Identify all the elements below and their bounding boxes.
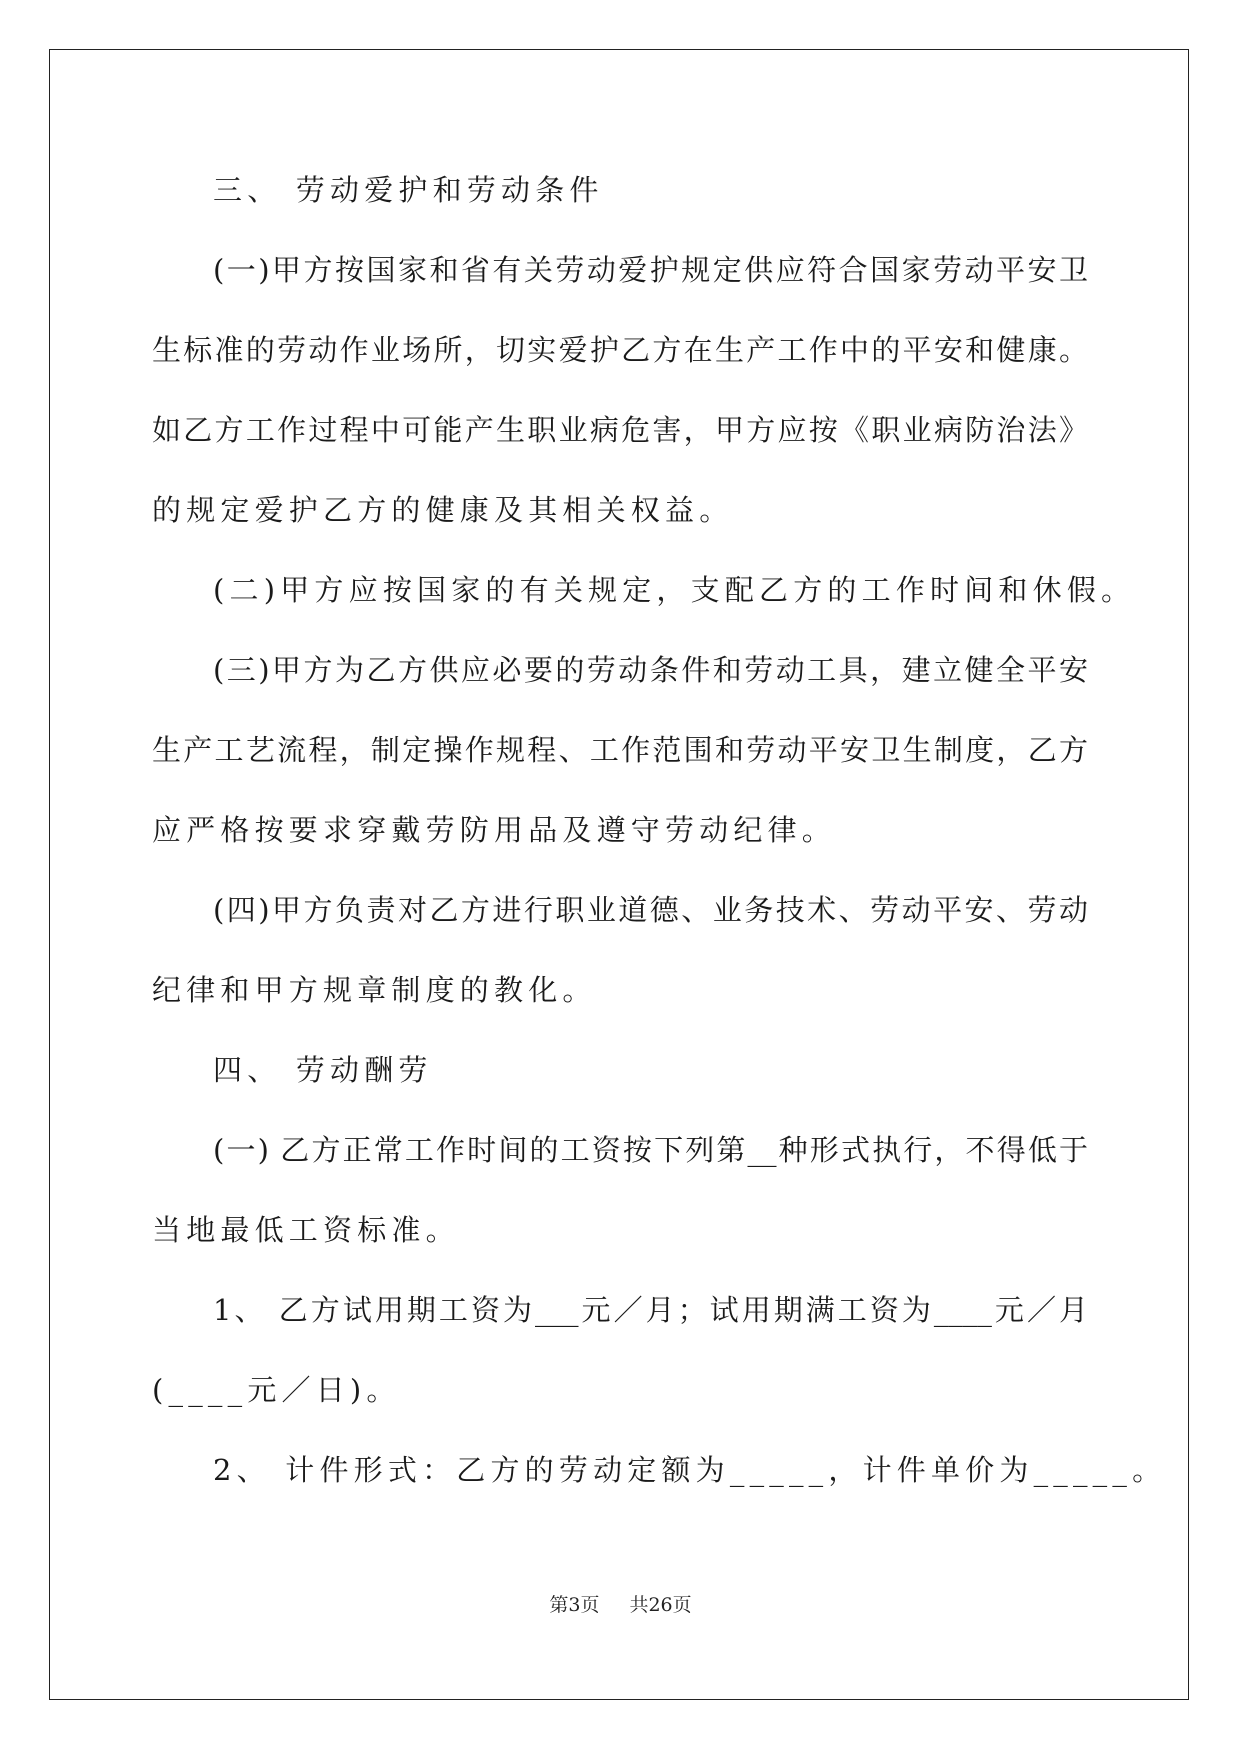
paragraph-line: (一) 乙方正常工作时间的工资按下列第__种形式执行，不得低于 <box>213 1133 1088 1167</box>
paragraph-line: 应严格按要求穿戴劳防用品及遵守劳动纪律。 <box>152 813 837 847</box>
section-heading-3: 三、 劳动爱护和劳动条件 <box>213 173 604 207</box>
paragraph-line: 1、 乙方试用期工资为___元／月；试用期满工资为____元／月 <box>213 1293 1088 1327</box>
paragraph-line: 纪律和甲方规章制度的教化。 <box>152 973 597 1007</box>
page-footer <box>0 1590 1241 1617</box>
paragraph-line: (四)甲方负责对乙方进行职业道德、业务技术、劳动平安、劳动 <box>213 893 1088 927</box>
paragraph-line: 2、 计件形式：乙方的劳动定额为_____，计件单价为_____。 <box>213 1453 1167 1487</box>
paragraph-line: (____元／日)。 <box>152 1373 401 1407</box>
paragraph-line: 当地最低工资标准。 <box>152 1213 460 1247</box>
document-body <box>152 160 1167 1520</box>
section-heading-4: 四、 劳动酬劳 <box>213 1053 433 1087</box>
page-total: 共26页 <box>629 1594 692 1616</box>
paragraph-line: 的规定爱护乙方的健康及其相关权益。 <box>152 493 734 527</box>
paragraph-line: 生标准的劳动作业场所，切实爱护乙方在生产工作中的平安和健康。 <box>152 333 1088 367</box>
paragraph-line: (一)甲方按国家和省有关劳动爱护规定供应符合国家劳动平安卫 <box>213 253 1088 287</box>
paragraph-line: (三)甲方为乙方供应必要的劳动条件和劳动工具，建立健全平安 <box>213 653 1088 687</box>
paragraph-line: 如乙方工作过程中可能产生职业病危害，甲方应按《职业病防治法》 <box>152 413 1088 447</box>
paragraph-line: 生产工艺流程，制定操作规程、工作范围和劳动平安卫生制度，乙方 <box>152 733 1088 767</box>
page-number: 第3页 <box>549 1594 600 1616</box>
paragraph-line: (二)甲方应按国家的有关规定，支配乙方的工作时间和休假。 <box>213 573 1136 607</box>
